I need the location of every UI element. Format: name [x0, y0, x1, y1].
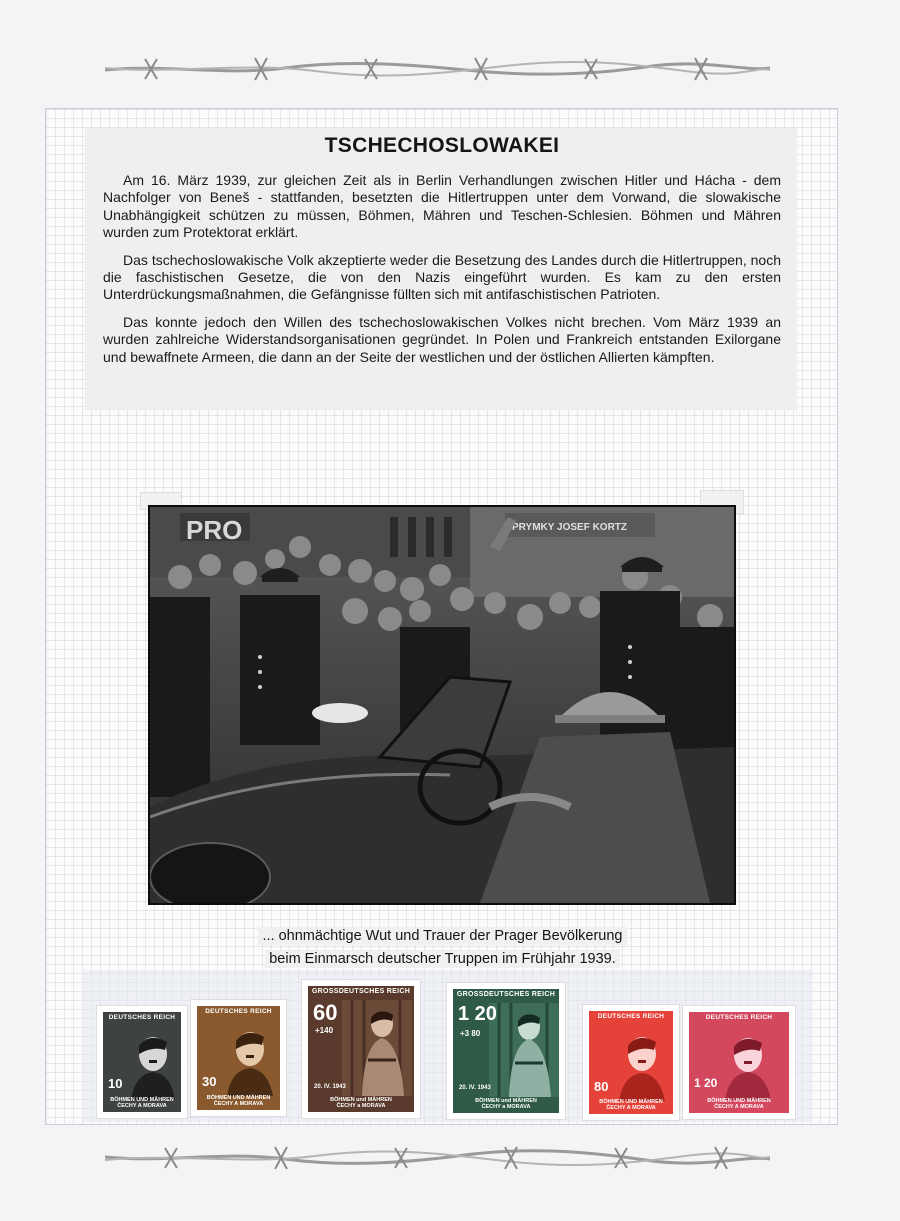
stamp-120-green-footer-2: ČECHY a MORAVA [481, 1104, 531, 1110]
stamp-30-header: DEUTSCHES REICH [205, 1008, 272, 1015]
stamp-10-footer-2: ČECHY A MORAVA [117, 1103, 167, 1109]
paragraph-1: Am 16. März 1939, zur gleichen Zeit als in Berlin Verhandlungen zwischen Hitler und Hácha - dem Nachfolger von Beneš - stattfanden, besetzten die Hitlertruppen unter dem Vorwand, die slowakische Unabhängigkeit schützen zu müssen, Böhmen, Mähren und Teschen-Schlesien. Böhmen und Mähren wurden zum Protektorat erklärt. [103, 172, 781, 241]
stamp-120-red [683, 1006, 795, 1119]
stamp-80 [583, 1005, 679, 1120]
stamp-120-red-footer [689, 1098, 789, 1110]
stamp-120-red-header: DEUTSCHES REICH [705, 1014, 773, 1021]
historical-photo [148, 505, 736, 905]
photo-caption-line-1: ... ohnmächtige Wut und Trauer der Prager Bevölkerung [170, 928, 715, 944]
paragraph-3: Das konnte jedoch den Willen des tschechoslowakischen Volkes nicht brechen. Vom März 1939 an wurden zahlreiche Widerstandsorganisationen gegründet. In Polen und Frankreich entstanden Exilorgane und bewaffnete Armeen, die dann an der Seite der westlichen und der östlichen Allierten kämpften. [103, 313, 781, 365]
stamp-10-header: DEUTSCHES REICH [108, 1014, 176, 1021]
stamp-80-value: 80 [594, 1079, 609, 1094]
barbed-wire-bottom [105, 1143, 770, 1173]
stamp-30-value: 30 [202, 1074, 217, 1089]
stamp-120-green-header: GROSSDEUTSCHES REICH [456, 991, 556, 998]
stamp-60-header: GROSSDEUTSCHES REICH [311, 988, 411, 995]
barbed-wire-top [105, 54, 770, 84]
stamp-80-design [589, 1011, 673, 1114]
stamp-10-design [103, 1012, 181, 1112]
stamp-60-portrait [342, 1000, 412, 1096]
stamp-60-footer-1: BÖHMEN und MÄHREN [330, 1097, 392, 1103]
stamp-60-surcharge: +140 [315, 1026, 334, 1035]
stamp-120-red-portrait [719, 1028, 777, 1100]
page-title: TSCHECHOSLOWAKEI [324, 134, 560, 157]
stamp-30 [191, 1000, 286, 1116]
stamp-10-portrait [125, 1028, 181, 1100]
stamp-120-green-footer [453, 1098, 559, 1110]
stamp-120-green [447, 983, 565, 1119]
stamp-120-green-footer-1: BÖHMEN und MÄHREN [475, 1098, 537, 1104]
stamp-120-green-portrait [489, 1003, 559, 1097]
stamp-120-green-design [453, 989, 559, 1113]
shop-sign-left: PRO [186, 515, 243, 545]
stamp-60-footer [308, 1097, 414, 1109]
photo-illustration [150, 507, 734, 903]
stamp-30-portrait [221, 1022, 279, 1096]
stamp-10-footer-1: BÖHMEN UND MÄHREN [110, 1097, 174, 1103]
stamp-80-footer [589, 1099, 673, 1111]
stamp-80-portrait [613, 1027, 671, 1101]
stamp-60-date: 20. IV. 1943 [314, 1084, 346, 1090]
stamp-60-value: 60 [313, 1000, 338, 1025]
stamp-80-footer-2: ČECHY A MORAVA [606, 1105, 656, 1111]
stamp-60-design [308, 986, 414, 1112]
stamp-10-value: 10 [108, 1076, 123, 1091]
shop-sign-right: PRYMKY JOSEF KORTZ [512, 522, 628, 533]
stamp-120-red-footer-2: ČECHY A MORAVA [714, 1104, 764, 1110]
stamp-120-red-design [689, 1012, 789, 1113]
stamp-30-design [197, 1006, 280, 1110]
stamp-60 [302, 980, 420, 1118]
stamp-120-green-date: 20. IV. 1943 [459, 1085, 491, 1091]
stamp-10 [97, 1006, 187, 1118]
stamp-120-green-surcharge: +3 80 [460, 1029, 481, 1038]
history-text-panel [85, 128, 797, 410]
paragraph-2: Das tschechoslowakische Volk akzeptierte weder die Besetzung des Landes durch die Hitlertruppen, noch die faschistischen Gesetze, die von den Nazis eingeführt wurden. Es kam zu den ersten Unterdrückungsmaßnahmen, die Gefängnisse füllten sich mit antifaschistischen Patrioten. [103, 251, 781, 303]
stamp-120-red-value: 1 20 [694, 1076, 718, 1090]
stamp-120-red-footer-1: BÖHMEN UND MÄHREN [707, 1098, 771, 1104]
stamp-80-header: DEUTSCHES REICH [597, 1013, 665, 1020]
stamp-30-footer [197, 1095, 280, 1107]
stamp-30-footer-1: BÖHMEN UND MÄHREN [206, 1095, 271, 1101]
stamp-60-footer-2: ČECHY a MORAVA [336, 1103, 386, 1109]
stamp-10-footer [103, 1097, 181, 1109]
photo-caption-line-2: beim Einmarsch deutscher Truppen im Frühjahr 1939. [170, 951, 715, 967]
stamp-80-footer-1: BÖHMEN UND MÄHREN [599, 1099, 663, 1105]
stamp-120-green-value: 1 20 [458, 1003, 497, 1025]
stamp-30-footer-2: ČECHY A MORAVA [213, 1101, 264, 1107]
